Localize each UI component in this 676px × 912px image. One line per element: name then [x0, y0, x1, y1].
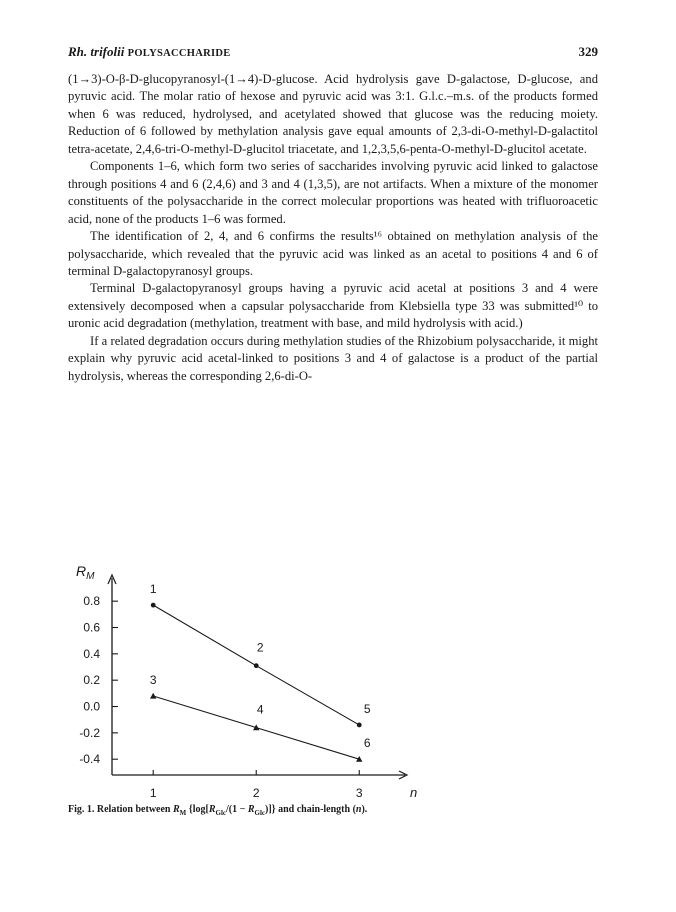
- paragraph: If a related degradation occurs during methylation studies of the Rhizobium polysaccharide, it might explain why pyruvic acid acetal-linked to positions 3 and 4 of galactose is a product of the partial hydrolysis, whereas the corresponding 2,6-di-O-: [68, 333, 598, 383]
- caption-text: Fig. 1. Relation between: [68, 804, 173, 815]
- figure-caption: [68, 804, 367, 817]
- y-tick-label: 0.6: [83, 620, 100, 635]
- paragraph: The identification of 2, 4, and 6 confirms the results¹⁶ obtained on methylation analysis of the polysaccharide, which revealed that the pyruvic acid was linked as an acetal to positions 4 and 6 of terminal D-galactopyranosyl groups.: [68, 229, 598, 278]
- caption-rglc: R: [247, 804, 255, 815]
- chart-series: [150, 582, 371, 762]
- caption-rm: R: [173, 804, 180, 815]
- y-tick-label: 0.0: [83, 699, 100, 714]
- x-tick-label: 3: [355, 786, 363, 800]
- caption-rglc-sub: Glc: [215, 809, 227, 817]
- x-axis-label: n: [410, 785, 418, 800]
- data-label: 2: [256, 640, 264, 655]
- running-title: [68, 44, 231, 60]
- caption-text: ).: [361, 804, 368, 815]
- x-tick-label: 1: [149, 786, 157, 800]
- data-label: 6: [363, 736, 371, 751]
- body-text: [68, 71, 598, 385]
- caption-text: /(1 −: [226, 804, 248, 815]
- paragraph: Components 1–6, which form two series of saccharides involving pyruvic acid linked to galactose through positions 4 and 6 (2,4,6) and 3 and 4 (1,3,5), are not artifacts. When a mixture of the monomer constituents of the polysaccharide in the correct molecular proportions was heated with trifluoroacetic acid, none of the products 1–6 was formed.: [68, 159, 598, 226]
- running-title-caps: POLYSACCHARIDE: [127, 48, 231, 59]
- y-tick-label: 0.2: [83, 673, 100, 688]
- y-tick-label: -0.4: [79, 752, 100, 767]
- caption-rglc-sub: Glc: [254, 809, 265, 817]
- x-tick-label: 2: [252, 786, 260, 800]
- data-label: 1: [149, 582, 157, 597]
- data-point: [357, 723, 362, 728]
- page-number: 329: [578, 44, 598, 59]
- data-label: 5: [363, 701, 371, 716]
- caption-text: {log[: [186, 804, 209, 815]
- caption-rglc: R: [208, 804, 216, 815]
- caption-rm-sub: M: [179, 809, 187, 817]
- data-label: 3: [149, 672, 157, 687]
- paragraph: (1→3)-O-β-D-glucopyranosyl-(1→4)-D-glucose. Acid hydrolysis gave D-galactose, D-glucose, and pyruvic acid. The molar ratio of hexose and pyruvic acid was 3:1. G.l.c.–m.s. of the products formed when 6 was reduced, hydrolysed, and acetylated showed that glucose was the reducing moiety. Reduction of 6 followed by methylation analysis gave equal amounts of 2,3-di-O-methyl-D-galactitol tetra-acetate, 2,4,6-tri-O-methyl-D-glucitol triacetate, and 1,2,3,5,6-penta-O-methyl-D-glucitol acetate.: [68, 72, 598, 156]
- data-point: [150, 693, 156, 699]
- caption-n: n: [355, 804, 362, 815]
- running-title-italic: Rh. trifolii: [68, 44, 125, 59]
- data-label: 4: [256, 702, 264, 717]
- y-tick-label: -0.2: [79, 725, 100, 740]
- rm-chain-length-chart: [40, 550, 440, 800]
- y-tick-label: 0.4: [83, 646, 100, 661]
- y-axis-label: $R_M$: [76, 563, 95, 582]
- data-point: [254, 663, 259, 668]
- data-point: [151, 603, 156, 608]
- paragraph: Terminal D-galactopyranosyl groups having a pyruvic acid acetal at positions 3 and 4 were extensively decomposed when a capsular polysaccharide from Klebsiella type 33 was submitted¹⁰ to uronic acid degradation (methylation, treatment with base, and mild hydrolysis with acid.): [68, 281, 598, 331]
- caption-text: )]} and chain-length (: [265, 804, 356, 815]
- y-tick-label: 0.8: [83, 594, 100, 609]
- chart-ticks: [79, 594, 417, 800]
- running-header: [68, 44, 598, 64]
